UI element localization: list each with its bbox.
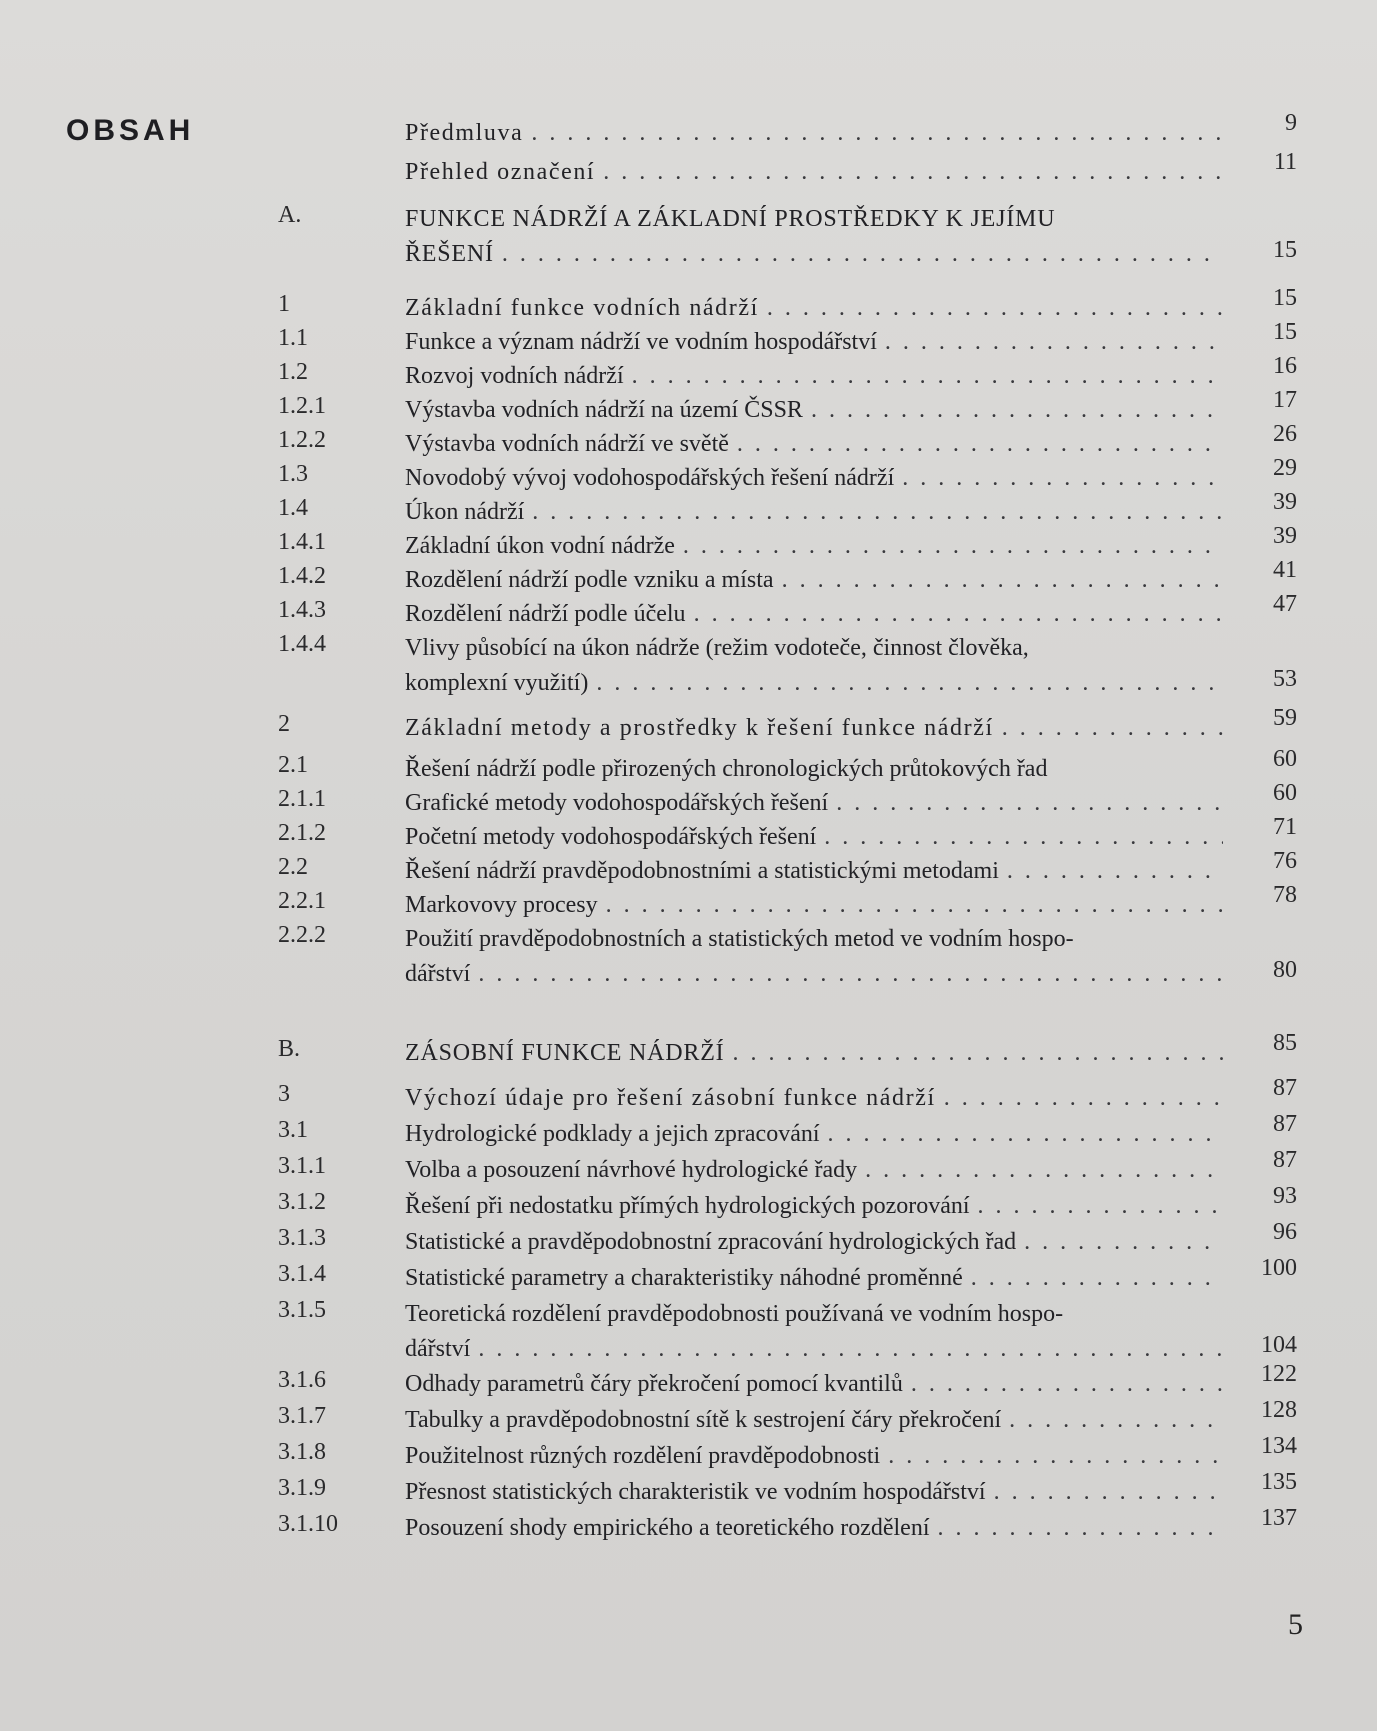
toc-entry-title-text: Volba a posouzení návrhové hydrologické řady	[405, 1157, 858, 1183]
toc-entry-number: 1.4.1	[278, 529, 326, 555]
toc-entry-number: 1.2.1	[278, 393, 326, 419]
dot-leader	[694, 597, 1223, 632]
toc-entry-page: 15	[1273, 237, 1297, 263]
page-number: 5	[1288, 1608, 1303, 1641]
toc-entry-page: 17	[1273, 387, 1297, 413]
toc-entry-title	[405, 1511, 1223, 1546]
toc-entry-title-text: Rozdělení nádrží podle účelu	[405, 601, 686, 627]
toc-entry-number: 2.1.1	[278, 786, 326, 812]
toc-entry-title	[405, 155, 1223, 190]
dot-leader	[1024, 1225, 1223, 1260]
toc-entry-page: 39	[1273, 489, 1297, 515]
toc-entry-title-text: ZÁSOBNÍ FUNKCE NÁDRŽÍ	[405, 1040, 725, 1066]
toc-entry-title	[405, 631, 1223, 701]
toc-entry-page: 87	[1273, 1147, 1297, 1173]
toc-entry-number: A.	[278, 202, 302, 228]
dot-leader	[938, 1511, 1224, 1546]
toc-entry-page: 59	[1273, 705, 1297, 731]
toc-entry-page: 71	[1273, 814, 1297, 840]
dot-leader	[732, 1036, 1223, 1071]
toc-entry-title	[405, 291, 1223, 326]
toc-entry-page: 60	[1273, 746, 1297, 772]
toc-entry-number: 3.1.2	[278, 1189, 326, 1215]
toc-entry-page: 15	[1273, 285, 1297, 311]
dot-leader	[767, 291, 1223, 326]
toc-entry-number: 2.2.1	[278, 888, 326, 914]
toc-entry-title-text: Použití pravděpodobnostních a statistických metod ve vodním hospo-	[405, 926, 1074, 952]
toc-entry-number: 1.2.2	[278, 427, 326, 453]
toc-entry-page: 15	[1273, 319, 1297, 345]
toc-entry-number: 3.1.7	[278, 1403, 326, 1429]
toc-entry-number: 1.4.3	[278, 597, 326, 623]
dot-leader	[888, 1439, 1223, 1474]
toc-entry-title-continuation: komplexní využití)	[405, 670, 589, 696]
dot-leader	[828, 1117, 1223, 1152]
toc-entry-number: 3.1.6	[278, 1367, 326, 1393]
toc-entry-title-continuation: dářství	[405, 961, 471, 987]
toc-entry-title-text: Základní úkon vodní nádrže	[405, 533, 675, 559]
dot-leader	[836, 786, 1223, 821]
toc-entry-number: 3.1.10	[278, 1511, 338, 1537]
toc-entry-title-text: Hydrologické podklady a jejich zpracování	[405, 1121, 820, 1147]
toc-entry-title	[405, 1439, 1223, 1474]
dot-leader	[531, 116, 1223, 151]
dot-leader	[478, 1332, 1223, 1367]
toc-entry-page: 85	[1273, 1030, 1297, 1056]
toc-entry-title-text: Tabulky a pravděpodobnostní sítě k sestrojení čáry překročení	[405, 1407, 1002, 1433]
dot-leader	[1007, 854, 1223, 889]
toc-entry-number: 3.1.3	[278, 1225, 326, 1251]
toc-entry-title-text: Rozvoj vodních nádrží	[405, 363, 624, 389]
toc-entry-title	[405, 1403, 1223, 1438]
toc-entry-title	[405, 116, 1223, 151]
toc-entry-number: B.	[278, 1036, 301, 1062]
toc-entry-title-text: Rozdělení nádrží podle vzniku a místa	[405, 567, 774, 593]
toc-entry-number: 1.4.4	[278, 631, 326, 657]
toc-entry-number: 3.1.4	[278, 1261, 326, 1287]
dot-leader	[1002, 711, 1223, 746]
toc-entry-title	[405, 820, 1223, 855]
toc-entry-number: 3.1	[278, 1117, 308, 1143]
toc-entry-number: 1.4.2	[278, 563, 326, 589]
toc-entry-title	[405, 1367, 1223, 1402]
toc-entry-page: 16	[1273, 353, 1297, 379]
toc-entry-title	[405, 597, 1223, 632]
toc-entry-title	[405, 1261, 1223, 1296]
toc-entry-title-text: Přesnost statistických charakteristik ve vodním hospodářství	[405, 1479, 986, 1505]
toc-entry-number: 2.1.2	[278, 820, 326, 846]
toc-entry-page: 29	[1273, 455, 1297, 481]
dot-leader	[683, 529, 1223, 564]
toc-entry-page: 53	[1273, 666, 1297, 692]
toc-entry-title-text: Předmluva	[405, 120, 524, 146]
toc-entry-title-text: Posouzení shody empirického a teoretického rozdělení	[405, 1515, 930, 1541]
toc-entry-title	[405, 752, 1223, 787]
toc-entry-title	[405, 1036, 1223, 1071]
toc-entry-title-text: Funkce a význam nádrží ve vodním hospodářství	[405, 329, 877, 355]
toc-entry-number: 3.1.8	[278, 1439, 326, 1465]
dot-leader	[737, 427, 1223, 462]
toc-entry-number: 2.2.2	[278, 922, 326, 948]
dot-leader	[944, 1081, 1223, 1116]
toc-entry-page: 80	[1273, 957, 1297, 983]
dot-leader	[532, 495, 1223, 530]
toc-entry-number: 1	[278, 291, 290, 317]
toc-entry-page: 87	[1273, 1111, 1297, 1137]
toc-entry-title-text: Úkon nádrží	[405, 499, 525, 525]
dot-leader	[782, 563, 1223, 598]
toc-entry-number: 2.2	[278, 854, 308, 880]
toc-entry-title-text: Řešení nádrží podle přirozených chronologických průtokových řad	[405, 756, 1048, 782]
toc-entry-title	[405, 1081, 1223, 1116]
toc-entry-title-text: Statistické a pravděpodobnostní zpracování hydrologických řad	[405, 1229, 1017, 1255]
toc-entry-title	[405, 1475, 1223, 1510]
toc-entry-page: 93	[1273, 1183, 1297, 1209]
toc-entry-page: 47	[1273, 591, 1297, 617]
dot-leader	[902, 461, 1223, 496]
toc-entry-title	[405, 563, 1223, 598]
toc-entry-title	[405, 1153, 1223, 1188]
toc-entry-page: 135	[1261, 1469, 1297, 1495]
toc-entry-number: 2.1	[278, 752, 308, 778]
toc-entry-title	[405, 495, 1223, 530]
contents-heading: OBSAH	[66, 114, 195, 147]
toc-entry-title-text: Výstavba vodních nádrží ve světě	[405, 431, 729, 457]
toc-entry-title	[405, 1297, 1223, 1367]
toc-entry-title	[405, 427, 1223, 462]
toc-entry-number: 3.1.5	[278, 1297, 326, 1323]
toc-entry-page: 128	[1261, 1397, 1297, 1423]
toc-entry-title-text: Přehled označení	[405, 159, 596, 185]
toc-entry-title	[405, 1189, 1223, 1224]
toc-entry-number: 2	[278, 711, 290, 737]
toc-entry-number: 1.4	[278, 495, 308, 521]
dot-leader	[978, 1189, 1223, 1224]
toc-entry-title	[405, 393, 1223, 428]
toc-entry-title	[405, 529, 1223, 564]
toc-entry-number: 1.1	[278, 325, 308, 351]
toc-entry-page: 96	[1273, 1219, 1297, 1245]
dot-leader	[824, 820, 1223, 855]
dot-leader	[502, 237, 1223, 272]
toc-entry-page: 60	[1273, 780, 1297, 806]
toc-entry-title	[405, 786, 1223, 821]
toc-entry-title-text: Markovovy procesy	[405, 892, 598, 918]
toc-entry-number: 3	[278, 1081, 290, 1107]
toc-entry-title-text: Početní metody vodohospodářských řešení	[405, 824, 817, 850]
dot-leader	[971, 1261, 1223, 1296]
toc-entry-title	[405, 854, 1223, 889]
toc-entry-title	[405, 359, 1223, 394]
toc-entry-title-text: Výstavba vodních nádrží na území ČSSR	[405, 397, 803, 423]
dot-leader	[596, 666, 1223, 701]
toc-entry-title	[405, 1225, 1223, 1260]
toc-entry-number: 3.1.9	[278, 1475, 326, 1501]
toc-entry-title-text: Základní metody a prostředky k řešení funkce nádrží	[405, 715, 994, 741]
dot-leader	[911, 1367, 1223, 1402]
toc-entry-page: 78	[1273, 882, 1297, 908]
toc-entry-page: 9	[1285, 110, 1297, 136]
toc-entry-title	[405, 325, 1223, 360]
toc-entry-title-text: Odhady parametrů čáry překročení pomocí kvantilů	[405, 1371, 903, 1397]
toc-entry-title-text: Vlivy působící na úkon nádrže (režim vodoteče, činnost člověka,	[405, 635, 1029, 661]
toc-entry-title-text: Novodobý vývoj vodohospodářských řešení nádrží	[405, 465, 895, 491]
toc-entry-page: 122	[1261, 1361, 1297, 1387]
toc-entry-title-text: Statistické parametry a charakteristiky náhodné proměnné	[405, 1265, 963, 1291]
toc-entry-title-text: Teoretická rozdělení pravděpodobnosti používaná ve vodním hospo-	[405, 1301, 1064, 1327]
toc-entry-title-continuation: ŘEŠENÍ	[405, 241, 494, 267]
toc-entry-page: 41	[1273, 557, 1297, 583]
toc-entry-page: 134	[1261, 1433, 1297, 1459]
toc-entry-title	[405, 922, 1223, 992]
toc-entry-title-text: Použitelnost různých rozdělení pravděpodobnosti	[405, 1443, 881, 1469]
toc-entry-title-continuation: dářství	[405, 1336, 471, 1362]
toc-entry-page: 11	[1273, 149, 1297, 175]
toc-entry-page: 104	[1261, 1332, 1297, 1358]
toc-entry-title-text: Základní funkce vodních nádrží	[405, 295, 759, 321]
toc-entry-title	[405, 711, 1223, 746]
toc-entry-title	[405, 461, 1223, 496]
toc-entry-number: 1.3	[278, 461, 308, 487]
dot-leader	[994, 1475, 1223, 1510]
toc-entry-title-text: FUNKCE NÁDRŽÍ A ZÁKLADNÍ PROSTŘEDKY K JEJÍMU	[405, 206, 1056, 232]
dot-leader	[865, 1153, 1223, 1188]
toc-entry-title-text: Výchozí údaje pro řešení zásobní funkce nádrží	[405, 1085, 936, 1111]
dot-leader	[1009, 1403, 1223, 1438]
toc-entry-title	[405, 202, 1223, 272]
dot-leader	[606, 888, 1223, 923]
toc-entry-number: 3.1.1	[278, 1153, 326, 1179]
toc-entry-page: 39	[1273, 523, 1297, 549]
toc-entry-title	[405, 1117, 1223, 1152]
toc-entry-page: 87	[1273, 1075, 1297, 1101]
dot-leader	[478, 957, 1223, 992]
toc-entry-title-text: Řešení při nedostatku přímých hydrologických pozorování	[405, 1193, 970, 1219]
dot-leader	[885, 325, 1223, 360]
dot-leader	[603, 155, 1223, 190]
toc-entry-title-text: Řešení nádrží pravděpodobnostními a statistickými metodami	[405, 858, 999, 884]
toc-entry-page: 26	[1273, 421, 1297, 447]
toc-entry-page: 100	[1261, 1255, 1297, 1281]
toc-entry-title	[405, 888, 1223, 923]
toc-entry-number: 1.2	[278, 359, 308, 385]
toc-entry-title-text: Grafické metody vodohospodářských řešení	[405, 790, 829, 816]
dot-leader	[632, 359, 1223, 394]
toc-entry-page: 76	[1273, 848, 1297, 874]
dot-leader	[811, 393, 1223, 428]
toc-entry-page: 137	[1261, 1505, 1297, 1531]
